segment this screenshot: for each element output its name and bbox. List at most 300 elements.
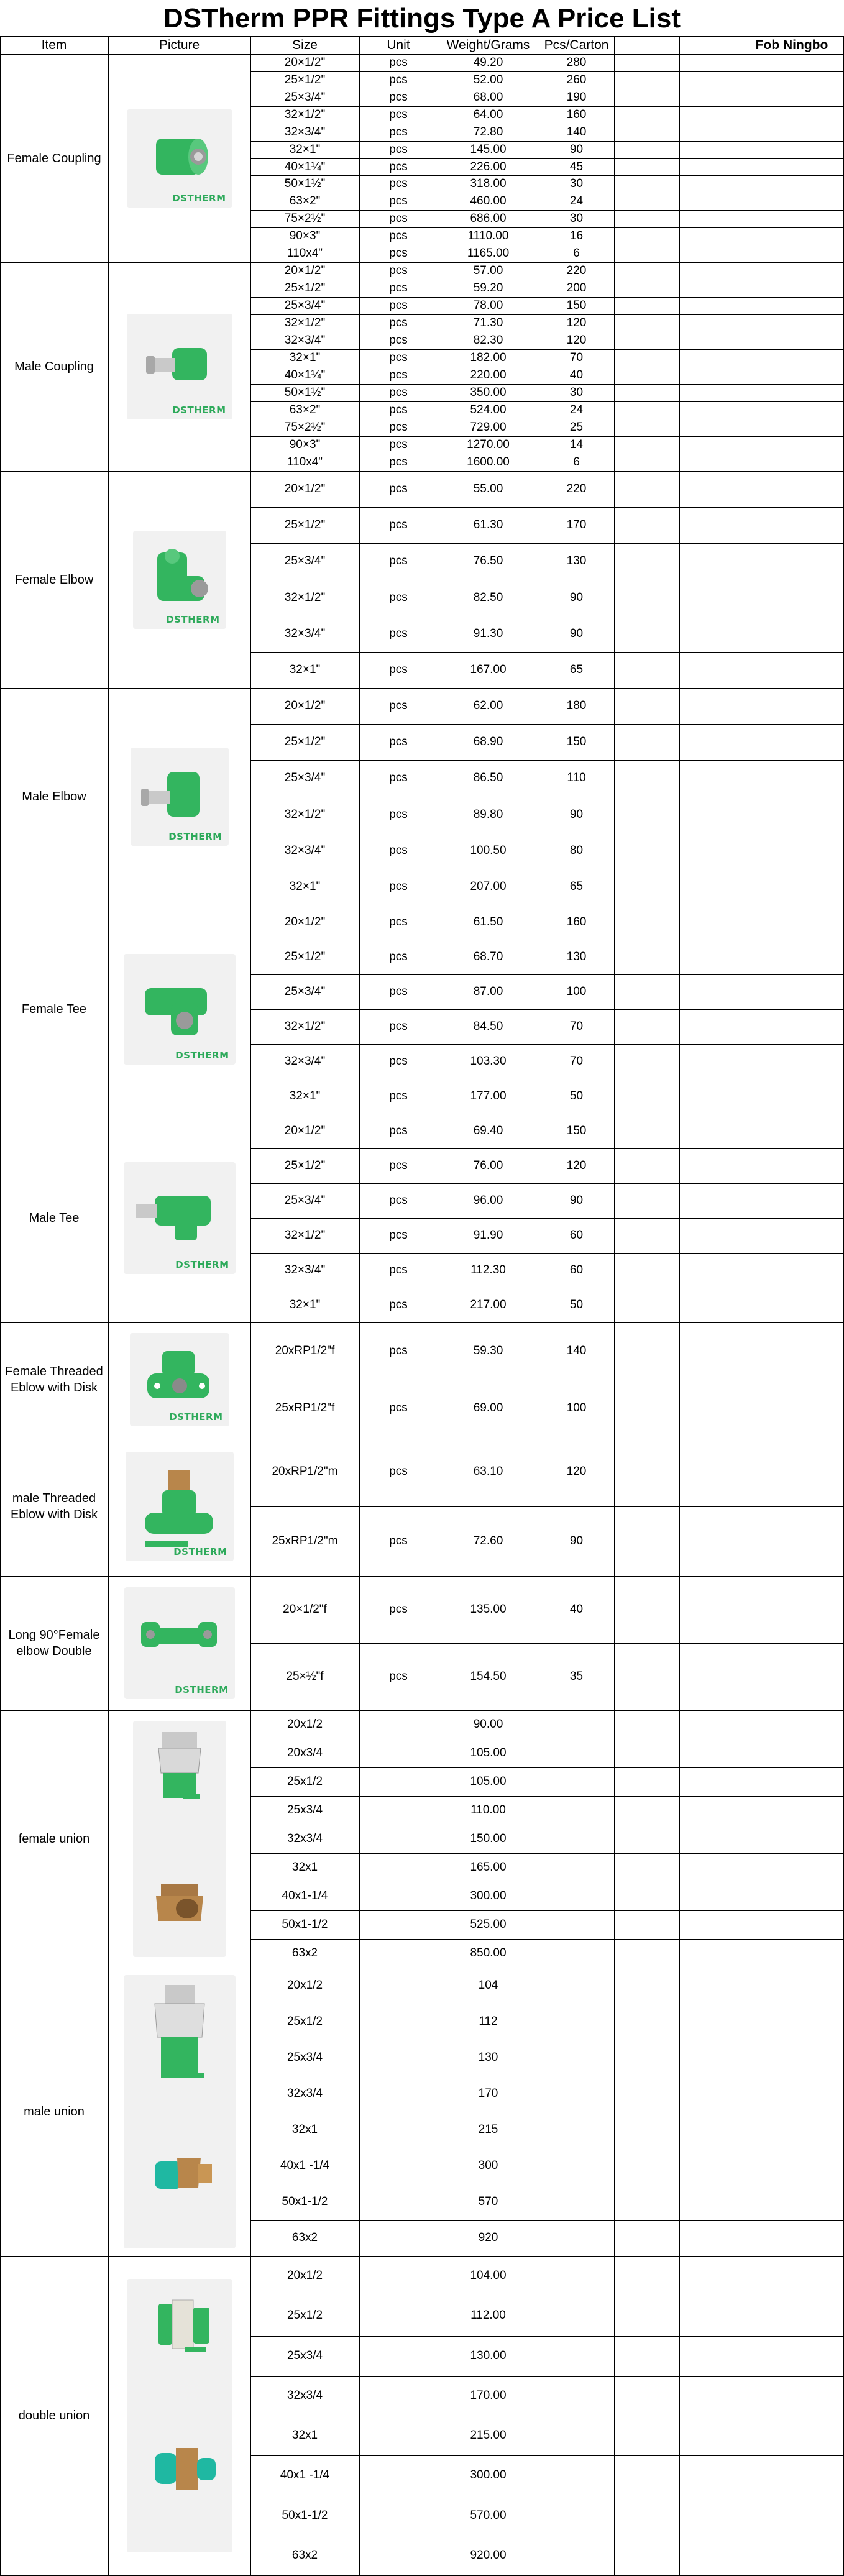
cell-unit: pcs <box>389 195 408 208</box>
cell-weight: 61.30 <box>473 518 503 531</box>
cell-pcs: 120 <box>566 1465 587 1478</box>
cell-pcs: 6 <box>573 247 580 260</box>
male-tee-photo-drawing <box>124 1162 236 1274</box>
cell-pcs: 90 <box>569 627 584 640</box>
cell-pcs: 110 <box>567 771 586 784</box>
cell-pcs: 160 <box>566 108 587 121</box>
cell-pcs <box>539 1910 614 1939</box>
cell-unit <box>359 1853 438 1882</box>
cell-pcs <box>539 2296 614 2335</box>
cell-unit: pcs <box>389 247 408 260</box>
item-name: Male Elbow <box>22 789 86 804</box>
cell-size: 32×3/4" <box>284 126 326 139</box>
cell-size: 32×1" <box>289 143 321 156</box>
cell-size: 32×3/4" <box>284 1263 326 1277</box>
cell-size: 20×1/2" <box>284 264 326 277</box>
cell-size: 40×1¼" <box>284 160 326 173</box>
cell-pcs <box>539 2184 614 2220</box>
item-name: Female Coupling <box>7 151 101 165</box>
cell-size: 32×1" <box>289 1298 321 1311</box>
product-picture <box>108 54 250 262</box>
cell-weight: 729.00 <box>470 421 507 434</box>
cell-size: 20x1/2 <box>287 2269 323 2282</box>
cell-unit: pcs <box>389 264 408 277</box>
cell-weight: 1600.00 <box>467 456 510 469</box>
cell-pcs <box>539 1825 614 1853</box>
cell-unit: pcs <box>389 212 408 225</box>
cell-unit: pcs <box>389 351 408 364</box>
cell-weight: 105.00 <box>470 1746 507 1759</box>
cell-weight: 850.00 <box>470 1946 507 1960</box>
cell-pcs <box>539 2536 614 2575</box>
cell-size: 25×1/2" <box>284 735 326 748</box>
cell-pcs: 6 <box>573 456 580 469</box>
cell-pcs: 24 <box>569 195 584 208</box>
cell-size: 50×1½" <box>284 386 326 399</box>
cell-size: 32×1" <box>289 880 321 893</box>
cell-unit: pcs <box>389 1124 408 1137</box>
header-unit: Unit <box>387 38 410 52</box>
cell-unit <box>359 2112 438 2148</box>
male-coupling-photo-drawing <box>127 314 232 419</box>
cell-size: 110x4" <box>287 247 323 260</box>
cell-size: 32×1" <box>289 663 321 676</box>
cell-size: 25x3/4 <box>287 2349 323 2362</box>
cell-size: 32x3/4 <box>287 1832 323 1845</box>
cell-pcs: 30 <box>569 212 584 225</box>
cell-weight: 300 <box>478 2159 498 2172</box>
cell-unit: pcs <box>389 627 408 640</box>
cell-unit: pcs <box>389 91 408 104</box>
cell-pcs: 180 <box>566 699 587 712</box>
cell-pcs: 130 <box>566 554 587 567</box>
cell-unit: pcs <box>389 699 408 712</box>
cell-unit <box>359 1767 438 1796</box>
header-picture: Picture <box>158 38 200 52</box>
cell-weight: 61.50 <box>473 915 503 928</box>
cell-size: 50×1½" <box>284 177 326 190</box>
cell-unit: pcs <box>389 56 408 69</box>
cell-unit <box>359 1882 438 1910</box>
brand-logo: DSTHERM <box>175 1684 229 1695</box>
cell-size: 63×2" <box>289 403 321 416</box>
cell-pcs <box>539 2496 614 2536</box>
item-name: Female Tee <box>21 1002 87 1016</box>
cell-pcs: 220 <box>566 264 587 277</box>
cell-pcs: 190 <box>566 91 587 104</box>
cell-weight: 570 <box>478 2195 498 2208</box>
cell-weight: 154.50 <box>470 1670 507 1683</box>
cell-weight: 87.00 <box>473 985 503 998</box>
cell-unit: pcs <box>389 1194 408 1207</box>
cell-unit: pcs <box>389 282 408 295</box>
cell-weight: 69.40 <box>473 1124 503 1137</box>
cell-unit <box>359 2496 438 2536</box>
cell-size: 20x1/2 <box>287 1718 323 1731</box>
cell-size: 32×1" <box>289 1089 321 1102</box>
cell-unit: pcs <box>389 1603 408 1616</box>
cell-weight: 64.00 <box>473 108 503 121</box>
cell-size: 20x3/4 <box>287 1746 323 1759</box>
cell-pcs <box>539 1710 614 1739</box>
cell-pcs: 220 <box>566 482 587 495</box>
cell-pcs <box>539 1939 614 1968</box>
item-name: Female Elbow <box>14 572 94 587</box>
cell-weight: 59.20 <box>473 282 503 295</box>
product-picture <box>108 1710 250 1968</box>
cell-pcs: 160 <box>566 915 587 928</box>
cell-size: 32×3/4" <box>284 1055 326 1068</box>
cell-pcs: 70 <box>569 351 584 364</box>
cell-unit: pcs <box>389 1344 408 1357</box>
cell-pcs <box>539 2336 614 2376</box>
cell-size: 32×1/2" <box>284 808 326 821</box>
cell-weight: 112.30 <box>470 1263 506 1277</box>
cell-unit: pcs <box>389 591 408 604</box>
cell-weight: 76.50 <box>473 554 503 567</box>
cell-weight: 86.50 <box>473 771 503 784</box>
cell-weight: 72.80 <box>473 126 503 139</box>
female-threaded-elbow-disk-photo <box>130 1333 229 1426</box>
cell-pcs <box>539 2148 614 2184</box>
cell-pcs: 40 <box>569 1603 584 1616</box>
cell-weight: 52.00 <box>473 73 503 86</box>
cell-size: 32x3/4 <box>287 2087 323 2100</box>
cell-pcs <box>539 2220 614 2256</box>
cell-size: 32x1 <box>291 1861 318 1874</box>
column-divider <box>679 37 680 2575</box>
brand-logo: DSTHERM <box>172 405 226 416</box>
cell-unit <box>359 1910 438 1939</box>
cell-weight: 920 <box>478 2231 498 2244</box>
cell-unit <box>359 2296 438 2335</box>
double-union-photo <box>127 2279 232 2552</box>
cell-pcs: 60 <box>569 1229 584 1242</box>
cell-unit <box>359 2536 438 2575</box>
cell-pcs: 60 <box>569 1263 584 1277</box>
cell-unit: pcs <box>389 1089 408 1102</box>
brand-logo: DSTHERM <box>169 1411 223 1423</box>
cell-size: 20x1/2 <box>287 1979 323 1992</box>
cell-unit <box>359 2076 438 2112</box>
cell-size: 25x3/4 <box>287 2051 323 2064</box>
cell-size: 25×1/2" <box>284 518 326 531</box>
cell-pcs: 25 <box>569 421 584 434</box>
female-union-photo-drawing <box>133 1721 226 1957</box>
cell-pcs <box>539 2004 614 2040</box>
brand-logo: DSTHERM <box>166 613 220 625</box>
cell-size: 20×1/2" <box>284 699 326 712</box>
cell-unit <box>359 2336 438 2376</box>
cell-weight: 300.00 <box>470 2468 507 2482</box>
cell-weight: 96.00 <box>473 1194 503 1207</box>
cell-weight: 57.00 <box>473 264 503 277</box>
cell-pcs: 70 <box>569 1020 584 1033</box>
cell-size: 63×2" <box>289 195 321 208</box>
cell-pcs <box>539 2040 614 2076</box>
cell-weight: 220.00 <box>470 369 507 382</box>
cell-pcs: 170 <box>566 518 587 531</box>
cell-weight: 91.90 <box>473 1229 503 1242</box>
cell-unit <box>359 2376 438 2416</box>
item-name: female union <box>18 1832 90 1846</box>
cell-weight: 68.00 <box>473 91 503 104</box>
cell-weight: 90.00 <box>473 1718 503 1731</box>
long-90-female-elbow-double-photo <box>124 1587 235 1699</box>
header-pcs: Pcs/Carton <box>544 38 609 52</box>
cell-weight: 76.00 <box>473 1159 503 1172</box>
cell-unit <box>359 2256 438 2296</box>
cell-weight: 135.00 <box>470 1603 507 1616</box>
cell-weight: 71.30 <box>473 316 503 329</box>
brand-logo: DSTHERM <box>175 1050 229 1061</box>
cell-size: 75×2½" <box>284 212 326 225</box>
cell-weight: 84.50 <box>473 1020 503 1033</box>
cell-unit: pcs <box>389 421 408 434</box>
cell-unit <box>359 2455 438 2495</box>
cell-unit: pcs <box>389 1263 408 1277</box>
cell-size: 63x2 <box>291 1946 318 1960</box>
cell-pcs: 90 <box>569 808 584 821</box>
cell-unit: pcs <box>389 126 408 139</box>
female-tee-photo <box>124 954 236 1065</box>
cell-pcs <box>539 2076 614 2112</box>
cell-pcs: 35 <box>569 1670 584 1683</box>
cell-pcs: 24 <box>569 403 584 416</box>
cell-unit: pcs <box>389 299 408 312</box>
cell-weight: 91.30 <box>473 627 503 640</box>
cell-unit: pcs <box>389 438 408 451</box>
cell-unit <box>359 2184 438 2220</box>
cell-unit: pcs <box>389 1229 408 1242</box>
cell-unit: pcs <box>389 554 408 567</box>
cell-size: 20×1/2" <box>284 915 326 928</box>
cell-weight: 69.00 <box>473 1401 503 1414</box>
cell-weight: 72.60 <box>473 1534 503 1547</box>
cell-pcs <box>539 2112 614 2148</box>
cell-pcs: 40 <box>569 369 584 382</box>
cell-weight: 460.00 <box>470 195 507 208</box>
cell-size: 20×1/2" <box>284 482 326 495</box>
cell-size: 25×1/2" <box>284 73 326 86</box>
cell-weight: 177.00 <box>470 1089 507 1102</box>
cell-size: 32×1/2" <box>284 108 326 121</box>
cell-weight: 525.00 <box>470 1918 507 1931</box>
product-picture <box>108 905 250 1114</box>
cell-size: 25×3/4" <box>284 985 326 998</box>
cell-weight: 89.80 <box>473 808 503 821</box>
cell-pcs <box>539 2376 614 2416</box>
cell-pcs <box>539 1882 614 1910</box>
cell-unit: pcs <box>389 73 408 86</box>
cell-weight: 82.50 <box>473 591 503 604</box>
male-union-photo <box>124 1975 236 2248</box>
cell-size: 25x1/2 <box>287 1775 323 1788</box>
cell-size: 32×1" <box>289 351 321 364</box>
cell-pcs: 100 <box>566 1401 587 1414</box>
cell-weight: 182.00 <box>470 351 507 364</box>
item-name: Male Coupling <box>14 360 94 374</box>
cell-unit <box>359 1739 438 1767</box>
header-item: Item <box>41 38 67 52</box>
brand-logo: DSTHERM <box>172 192 226 204</box>
female-elbow-photo <box>133 531 226 629</box>
cell-weight: 686.00 <box>470 212 507 225</box>
cell-pcs: 16 <box>569 229 584 242</box>
cell-size: 32×1/2" <box>284 1020 326 1033</box>
item-name: Female Threaded Eblow with Disk <box>5 1365 103 1395</box>
cell-pcs: 90 <box>569 1534 584 1547</box>
cell-pcs <box>539 2455 614 2495</box>
cell-weight: 207.00 <box>470 880 507 893</box>
cell-unit: pcs <box>389 880 408 893</box>
cell-pcs: 200 <box>566 282 587 295</box>
cell-size: 50x1-1/2 <box>282 1918 328 1931</box>
cell-weight: 68.70 <box>473 950 503 963</box>
cell-unit: pcs <box>389 985 408 998</box>
female-union-photo <box>133 1721 226 1957</box>
cell-weight: 104 <box>478 1979 498 1992</box>
cell-size: 32x3/4 <box>287 2389 323 2402</box>
cell-size: 25x1/2 <box>287 2015 323 2028</box>
cell-weight: 55.00 <box>473 482 503 495</box>
cell-unit: pcs <box>389 386 408 399</box>
cell-unit <box>359 1939 438 1968</box>
cell-weight: 300.00 <box>470 1889 507 1902</box>
cell-size: 20×1/2" <box>284 1124 326 1137</box>
cell-unit: pcs <box>389 229 408 242</box>
cell-weight: 59.30 <box>473 1344 503 1357</box>
cell-unit <box>359 1968 438 2004</box>
cell-unit: pcs <box>389 456 408 469</box>
item-name: male union <box>24 2105 85 2119</box>
cell-unit <box>359 2148 438 2184</box>
cell-weight: 167.00 <box>470 663 507 676</box>
product-picture <box>108 262 250 471</box>
cell-unit: pcs <box>389 143 408 156</box>
header-size: Size <box>292 38 318 52</box>
cell-weight: 215.00 <box>470 2429 507 2442</box>
cell-unit <box>359 1710 438 1739</box>
cell-unit <box>359 2040 438 2076</box>
cell-pcs: 30 <box>569 177 584 190</box>
cell-unit: pcs <box>389 950 408 963</box>
cell-size: 25x1/2 <box>287 2309 323 2322</box>
cell-size: 32x1 <box>291 2123 318 2136</box>
cell-weight: 170 <box>478 2087 498 2100</box>
cell-pcs: 100 <box>566 985 587 998</box>
cell-size: 63x2 <box>291 2231 318 2244</box>
product-picture <box>108 1322 250 1437</box>
cell-unit: pcs <box>389 482 408 495</box>
cell-size: 32×3/4" <box>284 844 326 857</box>
cell-pcs <box>539 1968 614 2004</box>
cell-weight: 105.00 <box>470 1775 507 1788</box>
male-threaded-elbow-disk-photo <box>126 1452 234 1561</box>
product-picture <box>108 1968 250 2256</box>
cell-unit <box>359 2004 438 2040</box>
cell-weight: 1165.00 <box>467 247 510 260</box>
item-name: double union <box>18 2409 90 2422</box>
cell-pcs: 140 <box>566 1344 587 1357</box>
cell-pcs: 280 <box>566 56 587 69</box>
male-coupling-photo <box>127 314 232 419</box>
product-picture <box>108 1114 250 1322</box>
cell-size: 25×3/4" <box>284 91 326 104</box>
brand-logo: DSTHERM <box>175 1259 229 1270</box>
cell-pcs: 150 <box>566 1124 587 1137</box>
cell-unit <box>359 2416 438 2455</box>
product-picture <box>108 471 250 688</box>
cell-size: 110x4" <box>287 456 323 469</box>
cell-unit <box>359 2220 438 2256</box>
item-name: Long 90°Female elbow Double <box>8 1628 100 1658</box>
cell-size: 63x2 <box>291 2549 318 2562</box>
header-weight: Weight/Grams <box>446 38 530 52</box>
cell-size: 75×2½" <box>284 421 326 434</box>
cell-weight: 49.20 <box>473 56 503 69</box>
cell-weight: 145.00 <box>470 143 507 156</box>
female-tee-photo-drawing <box>124 954 236 1065</box>
cell-pcs: 90 <box>569 143 584 156</box>
cell-weight: 150.00 <box>470 1832 507 1845</box>
cell-weight: 110.00 <box>470 1804 506 1817</box>
cell-pcs: 80 <box>569 844 584 857</box>
cell-size: 25×3/4" <box>284 299 326 312</box>
item-name: Male Tee <box>29 1211 80 1225</box>
cell-unit: pcs <box>389 1055 408 1068</box>
cell-size: 20xRP1/2"f <box>275 1344 335 1357</box>
brand-logo: DSTHERM <box>168 830 222 842</box>
cell-weight: 920.00 <box>470 2549 507 2562</box>
long-90-female-elbow-double-photo-drawing <box>124 1587 235 1699</box>
cell-weight: 226.00 <box>470 160 507 173</box>
header-fob: Fob Ningbo <box>755 38 828 52</box>
column-divider <box>614 37 615 2575</box>
cell-size: 25×½"f <box>286 1670 324 1683</box>
page-title: DSTherm PPR Fittings Type A Price List <box>0 0 844 37</box>
cell-weight: 165.00 <box>470 1861 507 1874</box>
item-name: male Threaded Eblow with Disk <box>10 1492 98 1521</box>
cell-pcs: 120 <box>566 334 587 347</box>
cell-pcs: 65 <box>569 880 584 893</box>
cell-size: 50x1-1/2 <box>282 2509 328 2522</box>
cell-unit: pcs <box>389 1159 408 1172</box>
cell-size: 25×1/2" <box>284 282 326 295</box>
cell-size: 25xRP1/2"f <box>275 1401 335 1414</box>
cell-pcs: 130 <box>566 950 587 963</box>
product-picture <box>108 688 250 905</box>
cell-weight: 63.10 <box>473 1465 503 1478</box>
cell-pcs: 50 <box>569 1298 584 1311</box>
cell-unit: pcs <box>389 160 408 173</box>
cell-weight: 82.30 <box>473 334 503 347</box>
cell-size: 20×1/2" <box>284 56 326 69</box>
cell-pcs: 140 <box>566 126 587 139</box>
double-union-photo-drawing <box>127 2279 232 2552</box>
cell-unit: pcs <box>389 334 408 347</box>
cell-weight: 170.00 <box>470 2389 507 2402</box>
cell-size: 32×1/2" <box>284 1229 326 1242</box>
cell-pcs <box>539 1739 614 1767</box>
cell-weight: 1110.00 <box>467 229 509 242</box>
cell-weight: 112 <box>479 2015 498 2028</box>
cell-unit: pcs <box>389 1670 408 1683</box>
cell-weight: 78.00 <box>473 299 503 312</box>
cell-pcs <box>539 1853 614 1882</box>
cell-unit: pcs <box>389 1465 408 1478</box>
cell-size: 40×1¼" <box>284 369 326 382</box>
